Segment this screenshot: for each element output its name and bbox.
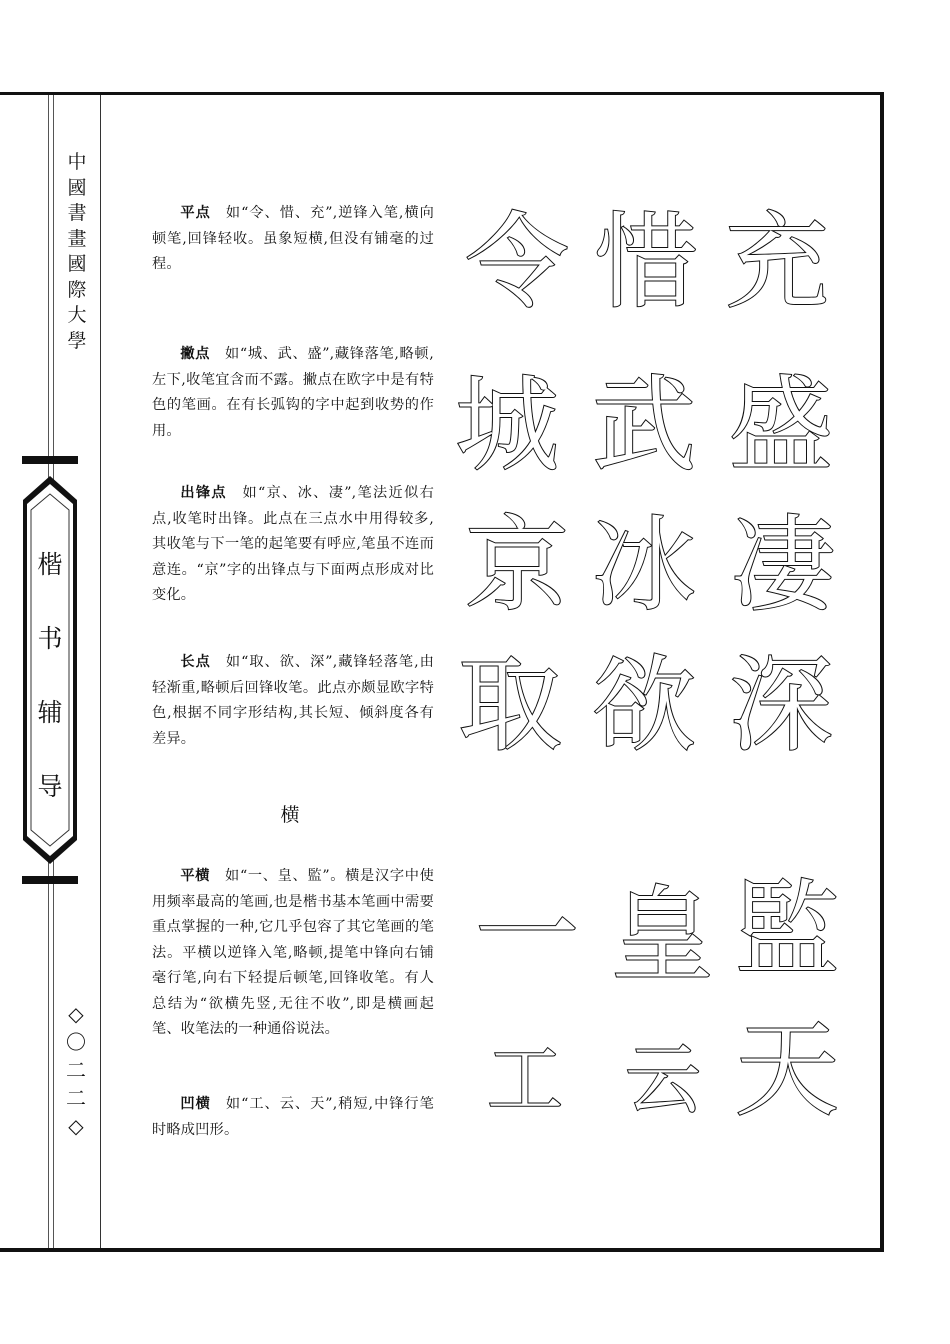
paragraph-text: 如“工、云、天”,稍短,中锋行笔时略成凹形。 [152, 1096, 434, 1138]
glyph-wu: 武 [591, 364, 696, 486]
series-title-char: 學 [67, 329, 87, 352]
glyph-yu: 欲 [591, 644, 696, 766]
banner-top-bar [22, 456, 78, 464]
series-title-char: 大 [67, 304, 87, 326]
series-title-char: 國 [67, 176, 87, 199]
series-title-char: 國 [67, 253, 87, 275]
series-title-char: 中 [67, 151, 87, 173]
paragraph-term: 平点 [180, 205, 211, 221]
paragraph-text: 如“京、冰、凄”,笔法近似右点,收笔时出锋。此点在三点水中用得较多,其收笔与下一笔的起笔要有呼应,笔虽不连而意连。“京”字的出锋点与下面两点形成对比变化。 [152, 485, 434, 603]
paragraph-pie-dian [152, 342, 434, 444]
glyph-shen: 深 [728, 644, 833, 766]
banner-title-char: 书 [37, 624, 63, 653]
glyph-gong: 工 [487, 1035, 563, 1124]
page-number-char: 二 [66, 1086, 86, 1110]
paragraph-ping-heng [152, 864, 434, 1043]
frame-bottom-border [0, 1248, 884, 1252]
banner-title [17, 545, 83, 841]
glyph-jing: 京 [464, 504, 569, 626]
banner [17, 470, 83, 870]
paragraph-term: 平横 [180, 868, 211, 884]
paragraph-ping-dian [152, 201, 434, 278]
banner-title-char: 楷 [37, 550, 63, 579]
glyph-qu: 取 [457, 644, 562, 766]
frame-inner-border [100, 95, 101, 1248]
glyph-chong: 充 [724, 201, 829, 323]
banner-title-char: 导 [37, 772, 63, 801]
paragraph-term: 凹横 [180, 1096, 211, 1112]
paragraph-term: 撇点 [180, 346, 211, 362]
page-number-char: 〇 [66, 1030, 86, 1054]
paragraph-chu-feng-dian [152, 481, 434, 609]
frame-right-border [880, 92, 884, 1252]
glyph-jian: 監 [734, 869, 839, 991]
section-heading: 横 [280, 804, 300, 826]
glyph-ling: 令 [464, 201, 569, 323]
glyph-xi: 惜 [593, 201, 698, 323]
paragraph-ao-heng [152, 1092, 434, 1143]
page-number-char: ◇ [68, 1114, 84, 1138]
banner-title-char: 辅 [37, 698, 63, 727]
glyph-sheng: 盛 [728, 364, 833, 486]
glyph-tian: 天 [734, 1009, 839, 1131]
glyph-huang: 皇 [609, 874, 714, 996]
glyph-yi: 一 [474, 874, 579, 996]
series-title-char: 畫 [67, 227, 87, 250]
glyph-bing: 冰 [591, 504, 696, 626]
glyph-cheng: 城 [454, 364, 559, 486]
paragraph-text: 如“取、欲、深”,藏锋轻落笔,由轻渐重,略顿后回锋收笔。此点亦颇显欧字特色,根据不同字形结构,其长短、倾斜度各有差异。 [152, 654, 434, 747]
paragraph-text: 如“令、惜、充”,逆锋入笔,横向顿笔,回锋轻收。虽象短横,但没有铺毫的过程。 [152, 205, 434, 272]
paragraph-chang-dian [152, 650, 434, 752]
series-title-char: 書 [67, 202, 87, 224]
glyph-qi: 凄 [730, 504, 835, 626]
banner-bottom-bar [22, 876, 78, 884]
series-title-char: 際 [67, 278, 87, 301]
frame-top-border [0, 92, 884, 95]
series-title [63, 150, 91, 354]
paragraph-term: 出锋点 [180, 485, 227, 501]
page-number [58, 1000, 94, 1140]
page-number-char: 二 [66, 1058, 86, 1082]
page-number-char: ◇ [68, 1002, 84, 1026]
paragraph-term: 长点 [180, 654, 211, 670]
paragraph-text: 如“一、皇、監”。横是汉字中使用频率最高的笔画,也是楷书基本笔画中需要重点掌握的一种,它几乎包容了其它笔画的笔法。平横以逆锋入笔,略顿,提笔中锋向右铺毫行笔,向右下轻提后顿笔,回锋收笔。有人总结为“欲横先竖,无往不收”,即是横画起笔、收笔法的一种通俗说法。 [152, 868, 434, 1037]
paragraph-text: 如“城、武、盛”,藏锋落笔,略顿,左下,收笔宜含而不露。撇点在欧字中是有特色的笔画。在有长弧钩的字中起到收势的作用。 [152, 346, 434, 439]
glyph-yun: 云 [625, 1035, 701, 1124]
